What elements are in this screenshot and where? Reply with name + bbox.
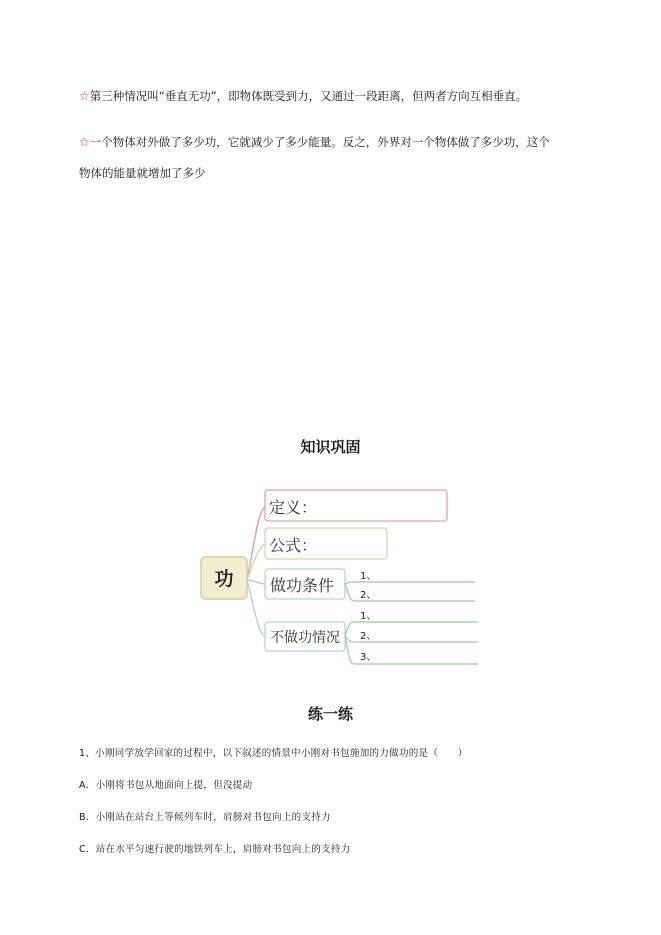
connector-definition <box>247 506 266 580</box>
no-work-item-3: 3、 <box>360 652 377 663</box>
no-work-item-2: 2、 <box>360 631 377 642</box>
question-1: 1、小刚同学放学回家的过程中，以下叙述的情景中小刚对书包施加的力做功的是（ ） <box>79 748 468 759</box>
no-work-label: 不做功情况 <box>270 630 340 646</box>
root-label: 功 <box>214 568 234 590</box>
conditions-item-1: 1、 <box>360 571 377 582</box>
definition-label: 定义： <box>269 498 318 517</box>
note-text: 第三种情况叫“垂直无功”，即物体既受到力，又通过一段距离，但两者方向互相垂直。 <box>89 89 528 103</box>
no-work-item-1: 1、 <box>360 611 377 622</box>
option-b: B．小刚站在站台上等候列车时，肩膀对书包向上的支持力 <box>79 812 331 823</box>
conditions-sub-1-line <box>345 582 475 584</box>
connector-conditions <box>247 580 266 584</box>
connector-no-work <box>247 580 266 637</box>
note-text-line2: 物体的能量就增加了多少 <box>79 166 206 180</box>
formula-label: 公式： <box>269 536 318 555</box>
consolidation-title: 知识巩固 <box>300 438 361 456</box>
option-c: C．站在水平匀速行驶的地铁列车上，肩膀对书包向上的支持力 <box>79 844 351 855</box>
note-text-line1: 一个物体对外做了多少功，它就减少了多少能量。反之，外界对一个物体做了多少功，这个 <box>89 135 550 149</box>
star-icon: ☆ <box>79 89 90 103</box>
conditions-item-2: 2、 <box>360 590 377 601</box>
note-energy <box>79 134 599 182</box>
star-icon: ☆ <box>79 135 90 149</box>
note-vertical-no-work <box>79 88 599 105</box>
mind-map <box>0 480 661 680</box>
conditions-label: 做功条件 <box>270 576 335 595</box>
practice-title: 练一练 <box>307 705 353 723</box>
option-a: A．小刚将书包从地面向上提，但没提动 <box>79 780 253 791</box>
